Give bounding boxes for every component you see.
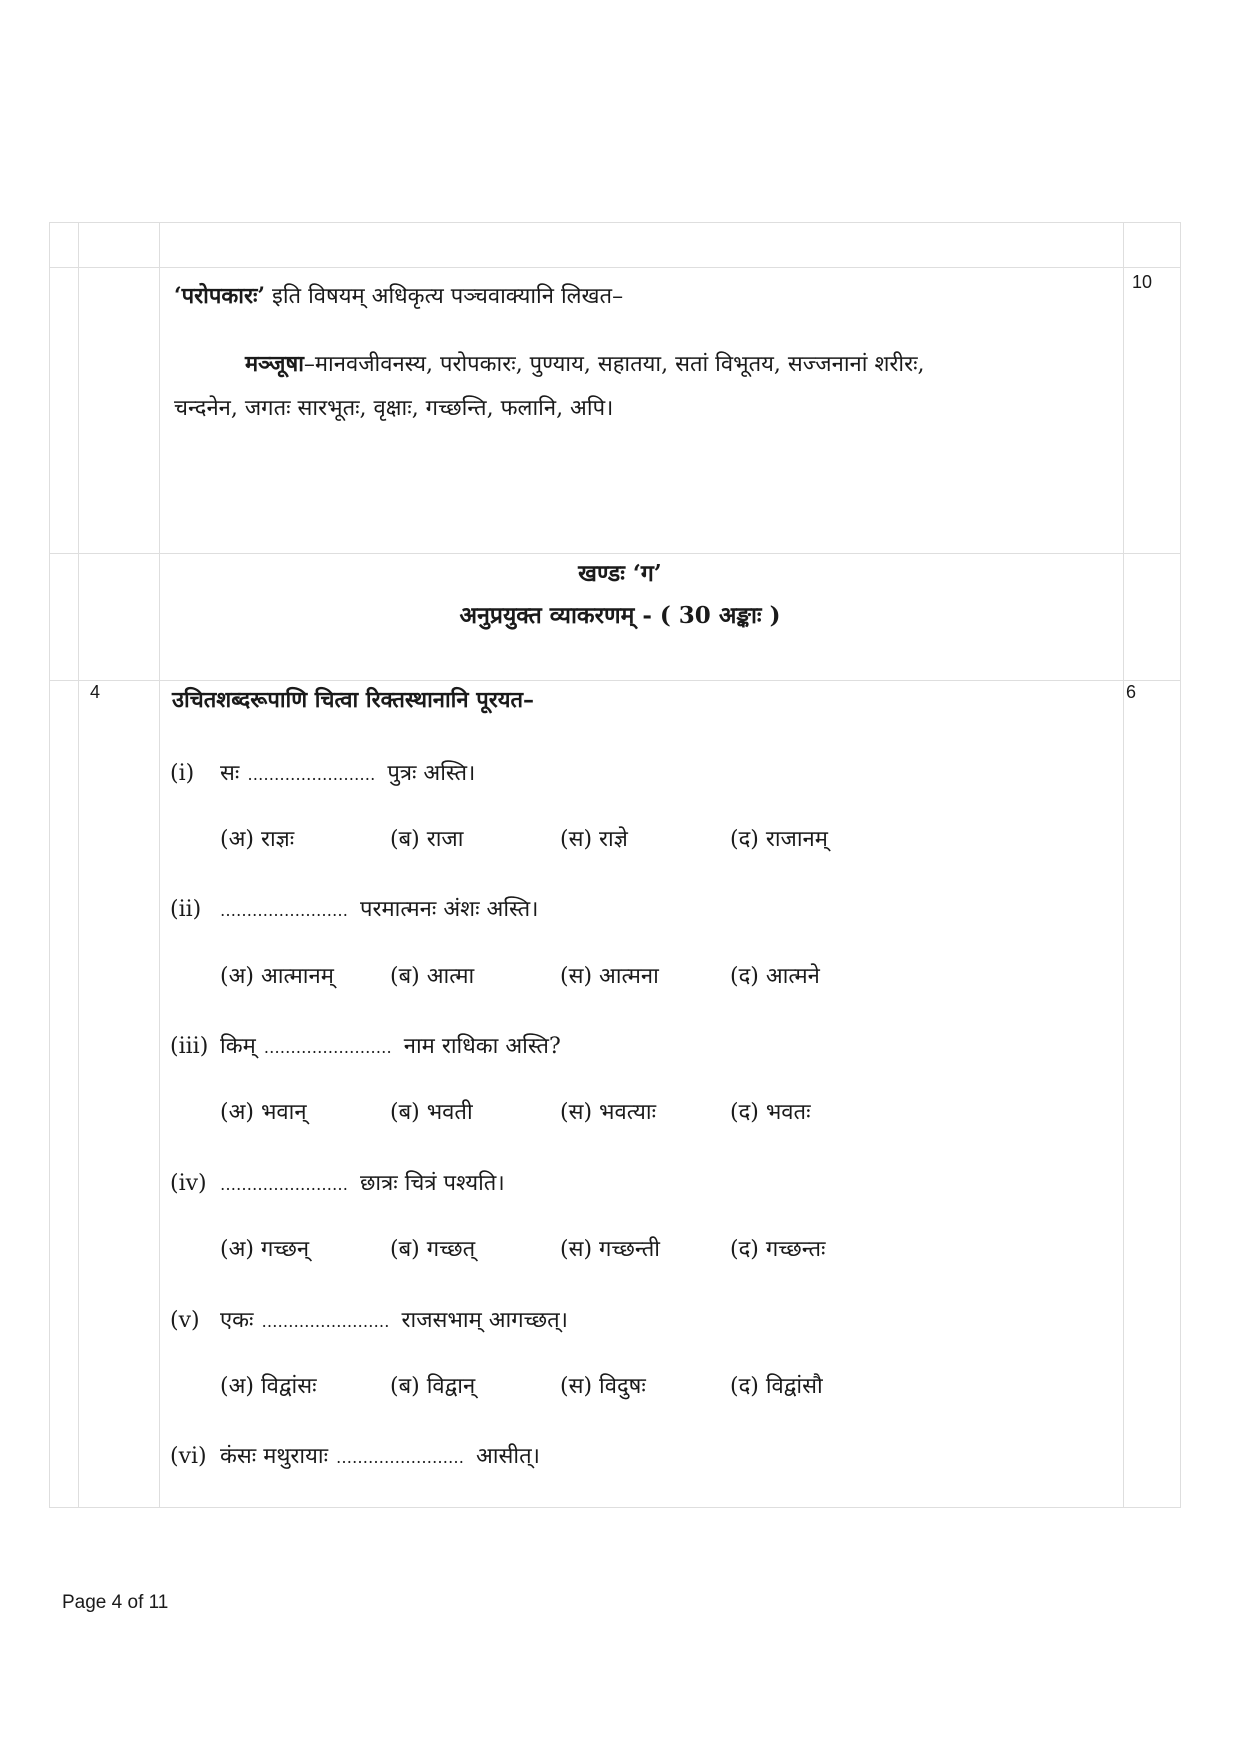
question-number: (ii) xyxy=(170,897,202,922)
question-prefix: एकः xyxy=(220,1308,254,1333)
answer-option: (द) विद्वांसौ xyxy=(730,1374,823,1399)
answer-option: (द) गच्छन्तः xyxy=(730,1237,826,1262)
section-title: खण्डः ‘ग’ xyxy=(578,560,662,587)
manjusha-words-1: –मानवजीवनस्य, परोपकारः, पुण्याय, सहातया, सतां विभूतय, सज्जनानां शरीरः, xyxy=(303,352,925,377)
table-border-bottom xyxy=(49,1507,1181,1508)
answer-option: (द) भवतः xyxy=(730,1100,811,1125)
blank-line: …………………… xyxy=(263,1038,392,1057)
fill-blank-question xyxy=(170,1304,568,1334)
fill-blank-question xyxy=(170,1167,505,1197)
row1-prompt xyxy=(174,280,623,310)
table-col-divider xyxy=(1123,222,1124,1508)
question-suffix: राजसभाम् आगच्छत्। xyxy=(401,1308,568,1333)
question-suffix: परमात्मनः अंशः अस्ति। xyxy=(360,897,539,922)
table-col-divider xyxy=(78,222,79,1508)
answer-option: (द) आत्मने xyxy=(730,964,820,989)
question-suffix: पुत्रः अस्ति। xyxy=(387,761,476,786)
manjusha-label: मञ्जूषा xyxy=(245,351,304,377)
answer-option: (ब) आत्मा xyxy=(390,964,475,989)
table-row-divider xyxy=(49,267,1181,268)
table-col-divider xyxy=(159,222,160,1508)
question-number: (vi) xyxy=(170,1444,207,1469)
question-number: (iii) xyxy=(170,1034,209,1059)
question-number: (i) xyxy=(170,761,195,786)
question-suffix: आसीत्। xyxy=(476,1444,540,1469)
fill-blank-question xyxy=(170,893,538,923)
q4-number: 4 xyxy=(90,682,101,702)
table-border-top xyxy=(49,222,1181,223)
fill-blank-question xyxy=(170,1030,561,1060)
fill-blank-question xyxy=(170,1440,540,1470)
answer-option: (अ) भवान् xyxy=(220,1100,307,1125)
answer-option: (अ) विद्वांसः xyxy=(220,1374,317,1399)
answer-option: (ब) विद्वान् xyxy=(390,1374,476,1399)
answer-option: (स) विदुषः xyxy=(560,1374,646,1399)
section-subtitle: अनुप्रयुक्त व्याकरणम् - ( 30 अङ्काः ) xyxy=(459,602,781,629)
answer-option: (अ) आत्मानम् xyxy=(220,964,334,989)
question-prefix: सः xyxy=(220,761,240,786)
question-prefix: कंसः मथुरायाः xyxy=(220,1444,329,1469)
question-number: (iv) xyxy=(170,1171,207,1196)
answer-option: (स) गच्छन्ती xyxy=(560,1237,660,1262)
row1-title: ‘परोपकारः’ xyxy=(174,283,266,309)
row1-marks: 10 xyxy=(1132,272,1153,292)
manjusha-line1 xyxy=(245,348,925,378)
blank-line: …………………… xyxy=(261,1312,390,1331)
page-number: Page 4 of 11 xyxy=(62,1592,169,1613)
blank-line: …………………… xyxy=(247,765,376,784)
fill-blank-question xyxy=(170,757,475,787)
answer-option: (स) राज्ञे xyxy=(560,827,628,852)
answer-option: (स) आत्मना xyxy=(560,964,659,989)
table-border-right xyxy=(1180,222,1181,1508)
answer-option: (द) राजानम् xyxy=(730,827,828,852)
answer-option: (अ) राज्ञः xyxy=(220,827,295,852)
answer-option: (अ) गच्छन् xyxy=(220,1237,310,1262)
blank-line: …………………… xyxy=(220,901,348,920)
blank-line: …………………… xyxy=(220,1175,348,1194)
answer-option: (स) भवत्याः xyxy=(560,1100,657,1125)
q4-marks: 6 xyxy=(1126,682,1137,702)
answer-option: (ब) गच्छत् xyxy=(390,1237,476,1262)
table-row-divider xyxy=(49,680,1181,681)
manjusha-line2: चन्दनेन, जगतः सारभूतः, वृक्षाः, गच्छन्ति, फलानि, अपि। xyxy=(174,396,614,421)
question-number: (v) xyxy=(170,1308,200,1333)
blank-line: …………………… xyxy=(336,1448,465,1467)
row1-instruction: इति विषयम् अधिकृत्य पञ्चवाक्यानि लिखत– xyxy=(272,284,624,309)
answer-option: (ब) राजा xyxy=(390,827,464,852)
q4-instruction: उचितशब्दरूपाणि चित्वा रिक्तस्थानानि पूरयत– xyxy=(172,687,535,713)
question-suffix: छात्रः चित्रं पश्यति। xyxy=(360,1171,505,1196)
table-row-divider xyxy=(49,553,1181,554)
question-suffix: नाम राधिका अस्ति? xyxy=(403,1034,561,1059)
table-border-left xyxy=(49,222,50,1508)
question-prefix: किम् xyxy=(220,1034,256,1059)
answer-option: (ब) भवती xyxy=(390,1100,473,1125)
